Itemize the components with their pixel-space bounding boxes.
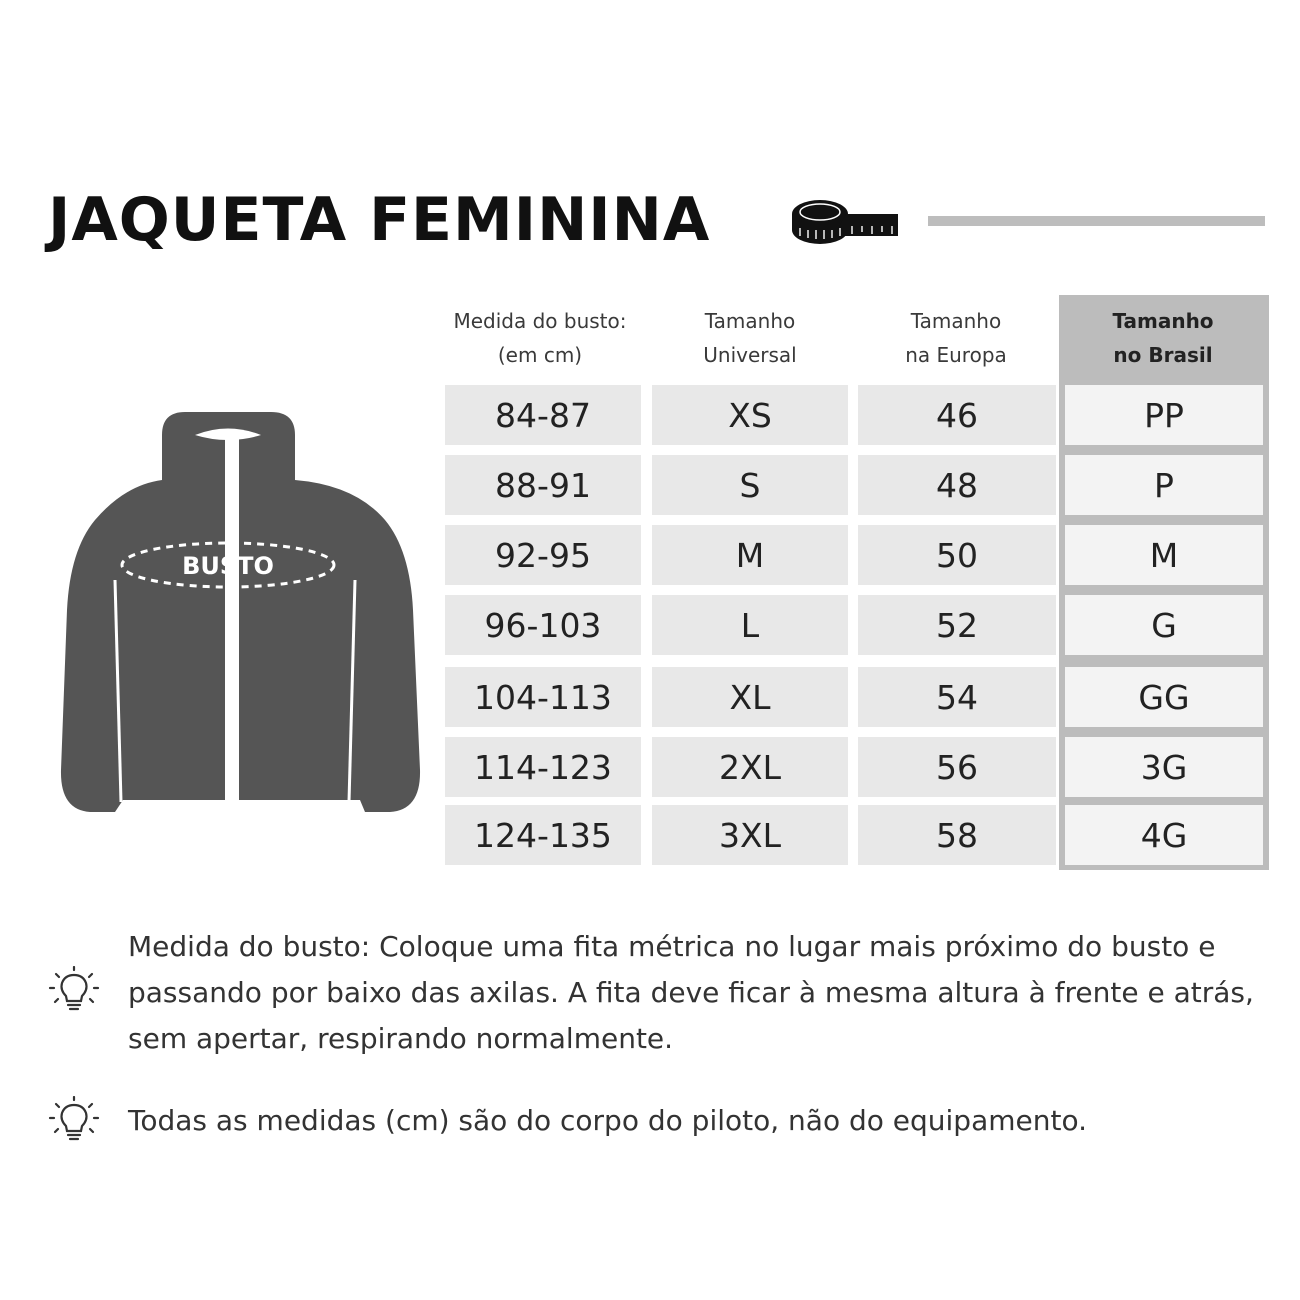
cell-bust: 104-113 [445,667,641,727]
cell-europe: 50 [858,525,1056,585]
header-brazil: Tamanho no Brasil [1059,295,1267,380]
size-table [440,295,1270,870]
cell-brazil: 3G [1065,737,1263,797]
cell-europe: 56 [858,737,1056,797]
header-universal: Tamanho Universal [703,308,797,367]
note-body-measurements: Todas as medidas (cm) são do corpo do piloto, não do equipamento. [128,1104,1087,1137]
cell-bust: 96-103 [445,595,641,655]
cell-bust: 114-123 [445,737,641,797]
cell-brazil: PP [1065,385,1263,445]
cell-europe: 48 [858,455,1056,515]
jacket-illustration [55,410,425,820]
cell-universal: 2XL [652,737,848,797]
cell-bust: 88-91 [445,455,641,515]
cell-brazil: G [1065,595,1263,655]
busto-label: BUSTO [182,552,274,580]
header-europe: Tamanho na Europa [905,308,1007,367]
lightbulb-icon [48,1096,100,1148]
cell-bust: 92-95 [445,525,641,585]
cell-universal: XL [652,667,848,727]
cell-europe: 52 [858,595,1056,655]
measuring-tape-icon [790,192,900,248]
cell-europe: 54 [858,667,1056,727]
cell-brazil: GG [1065,667,1263,727]
cell-brazil: M [1065,525,1263,585]
cell-universal: XS [652,385,848,445]
note-bust-measure: Medida do busto: Coloque uma fita métrica no lugar mais próximo do busto e passando por baixo das axilas. A fita deve ficar à mesma altura à frente e atrás, sem apertar, respirando normalmente. [128,930,1254,1055]
header-bust: Medida do busto: (em cm) [453,308,627,367]
cell-universal: L [652,595,848,655]
cell-universal: 3XL [652,805,848,865]
cell-europe: 46 [858,385,1056,445]
title-divider [928,216,1265,226]
cell-brazil: P [1065,455,1263,515]
cell-brazil: 4G [1065,805,1263,865]
lightbulb-icon [48,966,100,1018]
cell-universal: M [652,525,848,585]
cell-europe: 58 [858,805,1056,865]
cell-universal: S [652,455,848,515]
cell-bust: 84-87 [445,385,641,445]
page-title: JAQUETA FEMININA [48,185,711,255]
cell-bust: 124-135 [445,805,641,865]
